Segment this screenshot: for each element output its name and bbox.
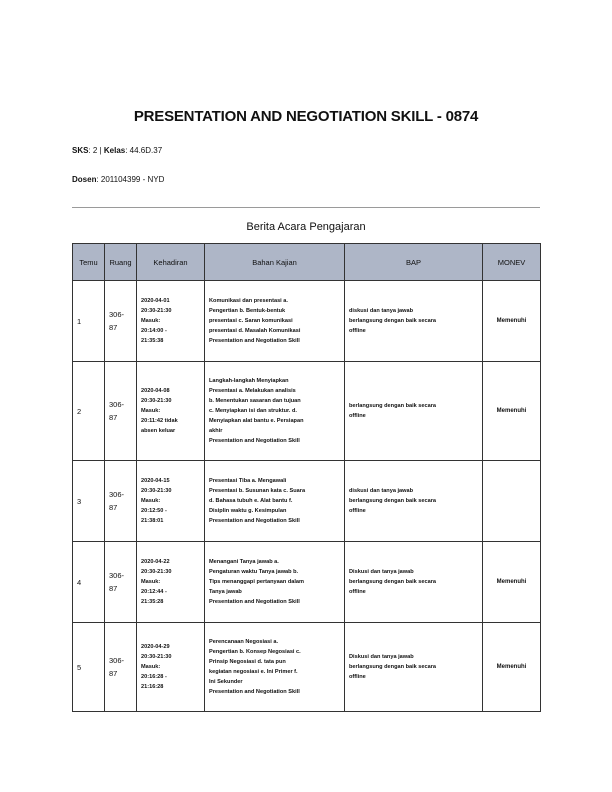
bahan-line: kegiatan negosiasi e. Ini Primer f. [209, 669, 298, 675]
kehadiran-line: 20:16:28 - [141, 674, 167, 680]
table-row [73, 362, 541, 461]
bahan-line: Presentation and Negotiation Skill [209, 438, 300, 444]
cell-kehadiran [137, 281, 205, 362]
bahan-line: Langkah-langkah Menyiapkan [209, 378, 289, 384]
bahan-line: c. Menyiapkan isi dan struktur. d. [209, 408, 297, 414]
cell-ruang: 306-87 [105, 461, 137, 542]
kehadiran-line: 20:11:42 tidak [141, 418, 178, 424]
bahan-line: Presentation and Negotiation Skill [209, 599, 300, 605]
cell-kehadiran [137, 461, 205, 542]
cell-bap [345, 542, 483, 623]
cell-ruang: 306-87 [105, 623, 137, 712]
kehadiran-line: Masuk: [141, 408, 161, 414]
bahan-line: Prinsip Negosiasi d. tata pun [209, 659, 286, 665]
kehadiran-line: Masuk: [141, 318, 161, 324]
cell-bap [345, 623, 483, 712]
bap-line: offline [349, 508, 366, 514]
bahan-line: Pengaturan waktu Tanya jawab b. [209, 569, 299, 575]
col-bahan-kajian: Bahan Kajian [205, 244, 345, 281]
kehadiran-line: 20:30-21:30 [141, 488, 172, 494]
cell-monev: Memenuhi [483, 281, 541, 362]
dosen-value: : 201104399 - NYD [96, 175, 165, 184]
col-bap: BAP [345, 244, 483, 281]
cell-bahan-kajian [205, 623, 345, 712]
bap-line: offline [349, 674, 366, 680]
bahan-line: Menangani Tanya jawab a. [209, 559, 279, 565]
bap-line: Diskusi dan tanya jawab [349, 654, 414, 660]
bap-line: diskusi dan tanya jawab [349, 308, 414, 314]
bap-line: offline [349, 413, 366, 419]
bap-line: berlangsung dengan baik secara [349, 664, 437, 670]
kehadiran-line: 20:12:50 - [141, 508, 167, 514]
cell-bahan-kajian [205, 542, 345, 623]
kehadiran-line: Masuk: [141, 579, 161, 585]
cell-monev: Memenuhi [483, 542, 541, 623]
kehadiran-line: 20:30-21:30 [141, 398, 172, 404]
kehadiran-line: 21:35:38 [141, 338, 164, 344]
cell-monev: Memenuhi [483, 623, 541, 712]
cell-kehadiran [137, 542, 205, 623]
divider [72, 207, 540, 208]
table-row [73, 461, 541, 542]
kehadiran-line: Masuk: [141, 664, 161, 670]
section-title: Berita Acara Pengajaran [246, 221, 366, 233]
page-title: PRESENTATION AND NEGOTIATION SKILL - 0874 [133, 108, 479, 125]
cell-temu: 5 [73, 623, 105, 712]
bap-line: diskusi dan tanya jawab [349, 488, 414, 494]
kehadiran-line: 21:16:28 [141, 684, 164, 690]
bahan-line: Presentasi a. Melakukan analisis [209, 388, 296, 394]
kehadiran-line: 20:30-21:30 [141, 569, 172, 575]
cell-kehadiran [137, 623, 205, 712]
kelas-label: Kelas [103, 146, 126, 155]
course-meta [72, 146, 162, 155]
table-header-row [73, 244, 541, 281]
bap-line: offline [349, 589, 366, 595]
col-ruang: Ruang [105, 244, 137, 281]
kehadiran-line: 2020-04-29 [141, 644, 170, 650]
table-row [73, 542, 541, 623]
bap-line: offline [349, 328, 366, 334]
bahan-line: Presentation and Negotiation Skill [209, 338, 300, 344]
kelas-value: : 44.6D.37 [125, 146, 163, 155]
kehadiran-line: 20:30-21:30 [141, 308, 172, 314]
cell-bap [345, 461, 483, 542]
kehadiran-line: Masuk: [141, 498, 161, 504]
bahan-line: Presentation and Negotiation Skill [209, 689, 300, 695]
bahan-line: Tanya jawab [209, 589, 242, 595]
bahan-line: d. Bahasa tubuh e. Alat bantu f. [209, 498, 293, 504]
cell-ruang: 306-87 [105, 362, 137, 461]
bap-line: berlangsung dengan baik secara [349, 403, 437, 409]
col-temu: Temu [73, 244, 105, 281]
cell-ruang: 306-87 [105, 281, 137, 362]
kehadiran-line: 21:38:01 [141, 518, 164, 524]
bahan-line: Disiplin waktu g. Kesimpulan [209, 508, 287, 514]
col-kehadiran: Kehadiran [137, 244, 205, 281]
table-row [73, 623, 541, 712]
cell-temu: 2 [73, 362, 105, 461]
bahan-line: presentasi d. Masalah Komunikasi [209, 328, 301, 334]
cell-temu: 1 [73, 281, 105, 362]
cell-monev [483, 461, 541, 542]
bap-line: Diskusi dan tanya jawab [349, 569, 414, 575]
bahan-line: Presentasi Tiba a. Mengawali [209, 478, 287, 484]
cell-ruang: 306-87 [105, 542, 137, 623]
sks-value: : 2 | [88, 146, 104, 155]
bahan-line: akhir [209, 428, 223, 434]
bahan-line: b. Menentukan sasaran dan tujuan [209, 398, 301, 404]
kehadiran-line: 21:35:28 [141, 599, 164, 605]
bahan-line: Perencanaan Negosiasi a. [209, 639, 279, 645]
table-row [73, 281, 541, 362]
kehadiran-line: 20:12:44 - [141, 589, 167, 595]
bahan-line: Ini Sekunder [209, 679, 243, 685]
kehadiran-line: 20:14:00 - [141, 328, 167, 334]
cell-kehadiran [137, 362, 205, 461]
bahan-line: presentasi c. Saran komunikasi [209, 318, 293, 324]
bap-line: berlangsung dengan baik secara [349, 318, 437, 324]
sks-label: SKS [72, 146, 89, 155]
bahan-line: Presentasi b. Susunan kata c. Suara [209, 488, 306, 494]
bap-line: berlangsung dengan baik secara [349, 579, 437, 585]
dosen-label: Dosen [72, 175, 97, 184]
cell-bap [345, 281, 483, 362]
cell-bahan-kajian [205, 362, 345, 461]
bahan-line: Komunikasi dan presentasi a. [209, 298, 288, 304]
bap-line: berlangsung dengan baik secara [349, 498, 437, 504]
cell-bahan-kajian [205, 461, 345, 542]
bahan-line: Menyiapkan alat bantu e. Persiapan [209, 418, 304, 424]
kehadiran-line: 2020-04-15 [141, 478, 170, 484]
kehadiran-line: 2020-04-08 [141, 388, 170, 394]
cell-temu: 3 [73, 461, 105, 542]
cell-bap [345, 362, 483, 461]
bahan-line: Tips menanggapi pertanyaan dalam [209, 579, 305, 585]
cell-bahan-kajian [205, 281, 345, 362]
bap-table [72, 243, 541, 712]
cell-temu: 4 [73, 542, 105, 623]
kehadiran-line: 2020-04-01 [141, 298, 170, 304]
bahan-line: Pengertian b. Bentuk-bentuk [209, 308, 286, 314]
kehadiran-line: absen keluar [141, 428, 176, 434]
col-monev: MONEV [483, 244, 541, 281]
bahan-line: Presentation and Negotiation Skill [209, 518, 300, 524]
cell-monev: Memenuhi [483, 362, 541, 461]
kehadiran-line: 20:30-21:30 [141, 654, 172, 660]
lecturer-meta [72, 175, 164, 184]
bahan-line: Pengertian b. Konsep Negosiasi c. [209, 649, 301, 655]
kehadiran-line: 2020-04-22 [141, 559, 170, 565]
